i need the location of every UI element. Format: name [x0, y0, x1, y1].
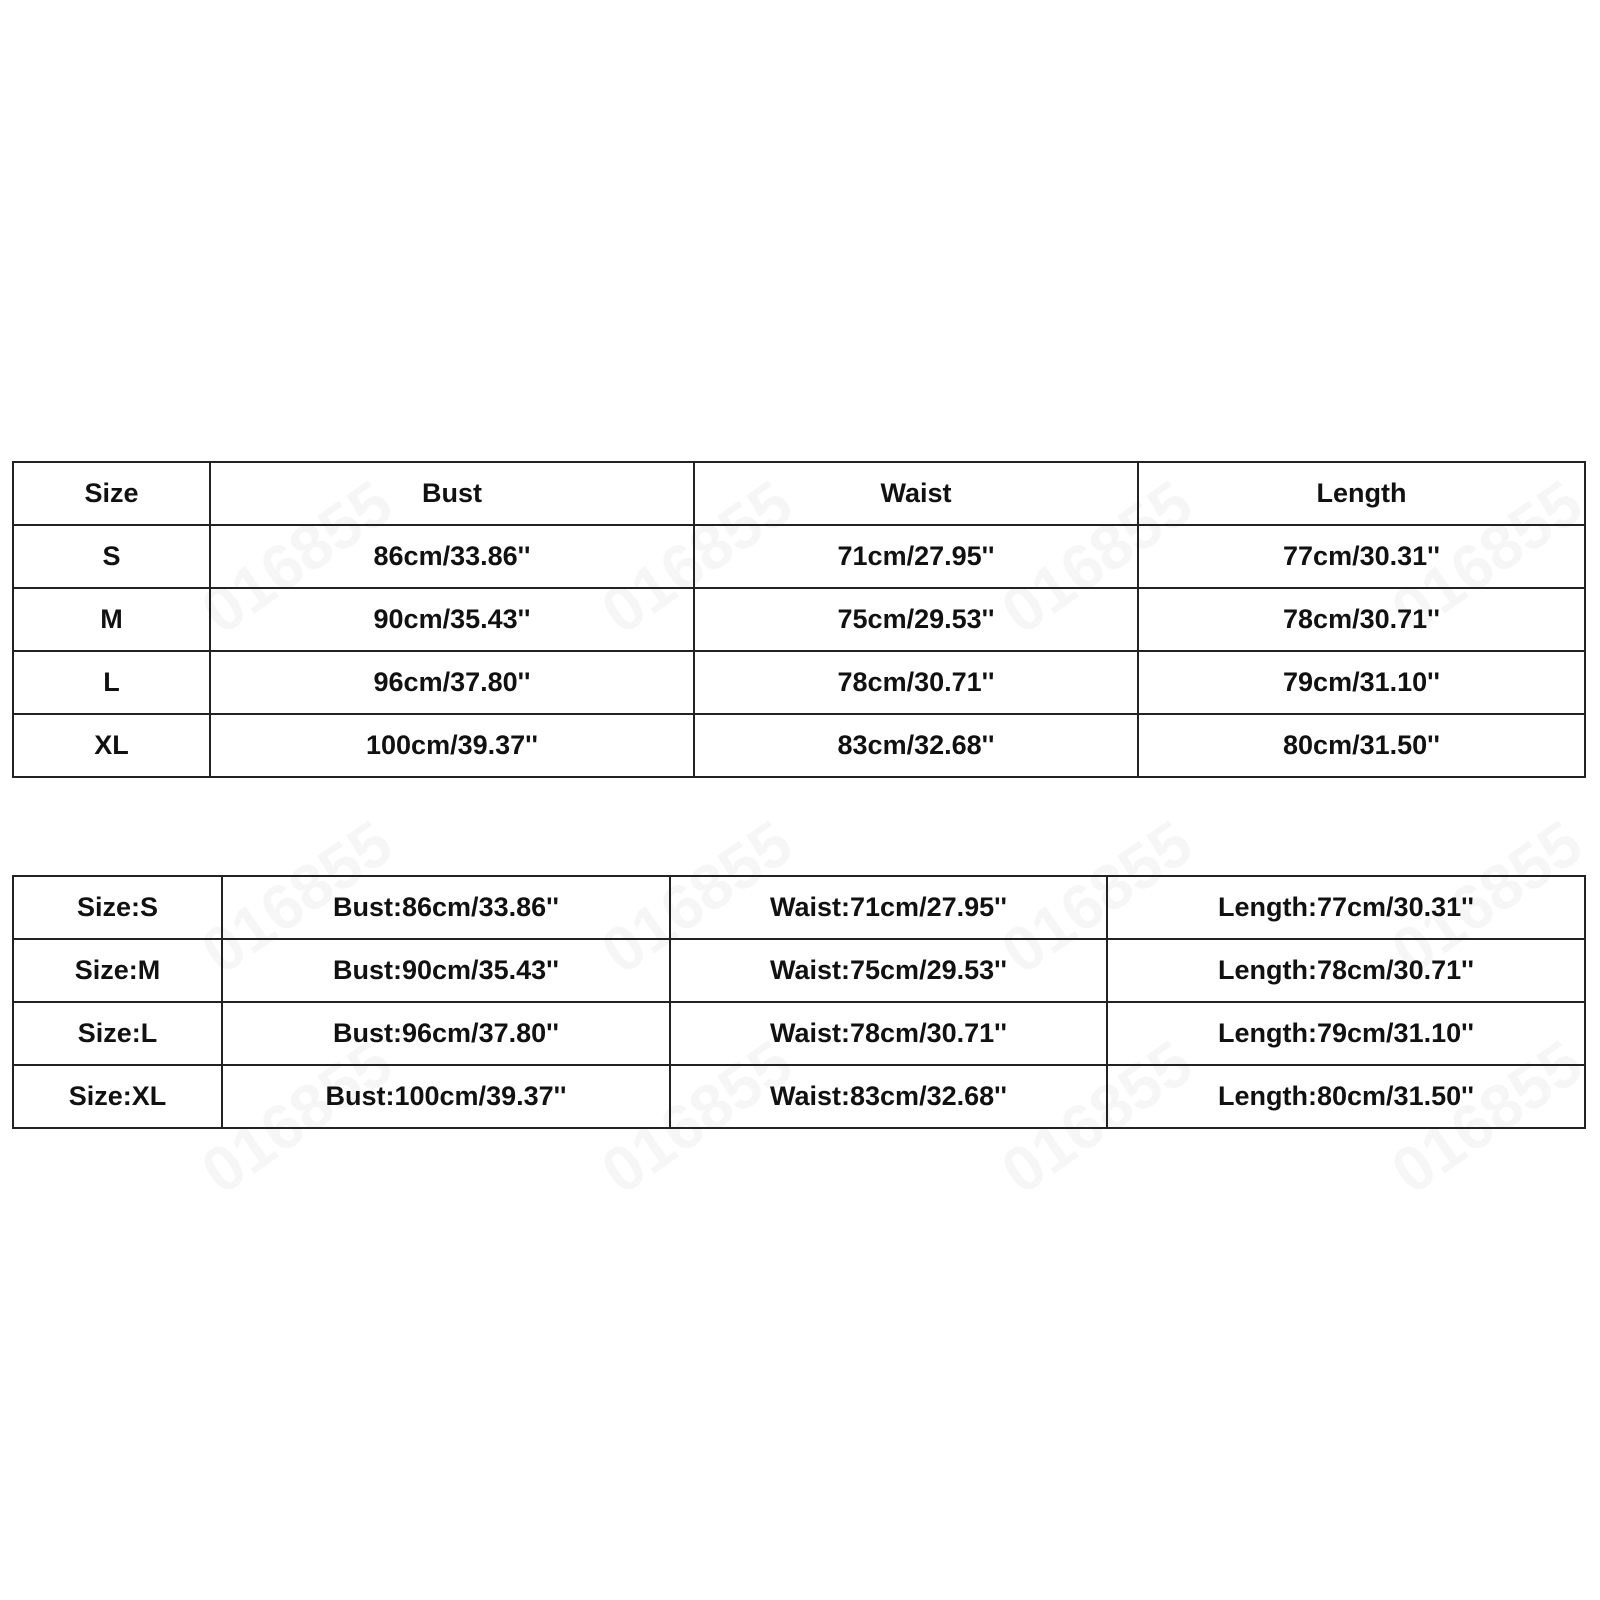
- table-row: [13, 1002, 1585, 1065]
- waist-cell: Waist:83cm/32.68'': [670, 1065, 1107, 1128]
- bust-cell: 100cm/39.37'': [210, 714, 694, 777]
- table-row: [13, 525, 1585, 588]
- labeled-size-chart-table: [12, 875, 1586, 1129]
- length-cell: Length:80cm/31.50'': [1107, 1065, 1585, 1128]
- size-cell: XL: [13, 714, 210, 777]
- table-header-row: [13, 462, 1585, 525]
- bust-cell: Bust:96cm/37.80'': [222, 1002, 670, 1065]
- length-cell: 77cm/30.31'': [1138, 525, 1585, 588]
- header-cell-length: Length: [1138, 462, 1585, 525]
- waist-cell: 71cm/27.95'': [694, 525, 1138, 588]
- header-cell-waist: Waist: [694, 462, 1138, 525]
- length-cell: 79cm/31.10'': [1138, 651, 1585, 714]
- bust-cell: 86cm/33.86'': [210, 525, 694, 588]
- waist-cell: Waist:71cm/27.95'': [670, 876, 1107, 939]
- table-row: [13, 876, 1585, 939]
- waist-cell: 75cm/29.53'': [694, 588, 1138, 651]
- length-cell: 78cm/30.71'': [1138, 588, 1585, 651]
- size-cell: S: [13, 525, 210, 588]
- bust-cell: Bust:90cm/35.43'': [222, 939, 670, 1002]
- table-row: [13, 651, 1585, 714]
- bust-cell: 90cm/35.43'': [210, 588, 694, 651]
- waist-cell: 83cm/32.68'': [694, 714, 1138, 777]
- table-row: [13, 714, 1585, 777]
- size-cell: Size:M: [13, 939, 222, 1002]
- bust-cell: Bust:86cm/33.86'': [222, 876, 670, 939]
- length-cell: 80cm/31.50'': [1138, 714, 1585, 777]
- waist-cell: Waist:75cm/29.53'': [670, 939, 1107, 1002]
- waist-cell: 78cm/30.71'': [694, 651, 1138, 714]
- length-cell: Length:79cm/31.10'': [1107, 1002, 1585, 1065]
- header-cell-size: Size: [13, 462, 210, 525]
- bust-cell: Bust:100cm/39.37'': [222, 1065, 670, 1128]
- table-row: [13, 588, 1585, 651]
- size-cell: L: [13, 651, 210, 714]
- length-cell: Length:77cm/30.31'': [1107, 876, 1585, 939]
- table-row: [13, 1065, 1585, 1128]
- length-cell: Length:78cm/30.71'': [1107, 939, 1585, 1002]
- bust-cell: 96cm/37.80'': [210, 651, 694, 714]
- size-chart-table: [12, 461, 1586, 778]
- table-row: [13, 939, 1585, 1002]
- size-cell: M: [13, 588, 210, 651]
- size-cell: Size:S: [13, 876, 222, 939]
- waist-cell: Waist:78cm/30.71'': [670, 1002, 1107, 1065]
- header-cell-bust: Bust: [210, 462, 694, 525]
- size-cell: Size:L: [13, 1002, 222, 1065]
- size-cell: Size:XL: [13, 1065, 222, 1128]
